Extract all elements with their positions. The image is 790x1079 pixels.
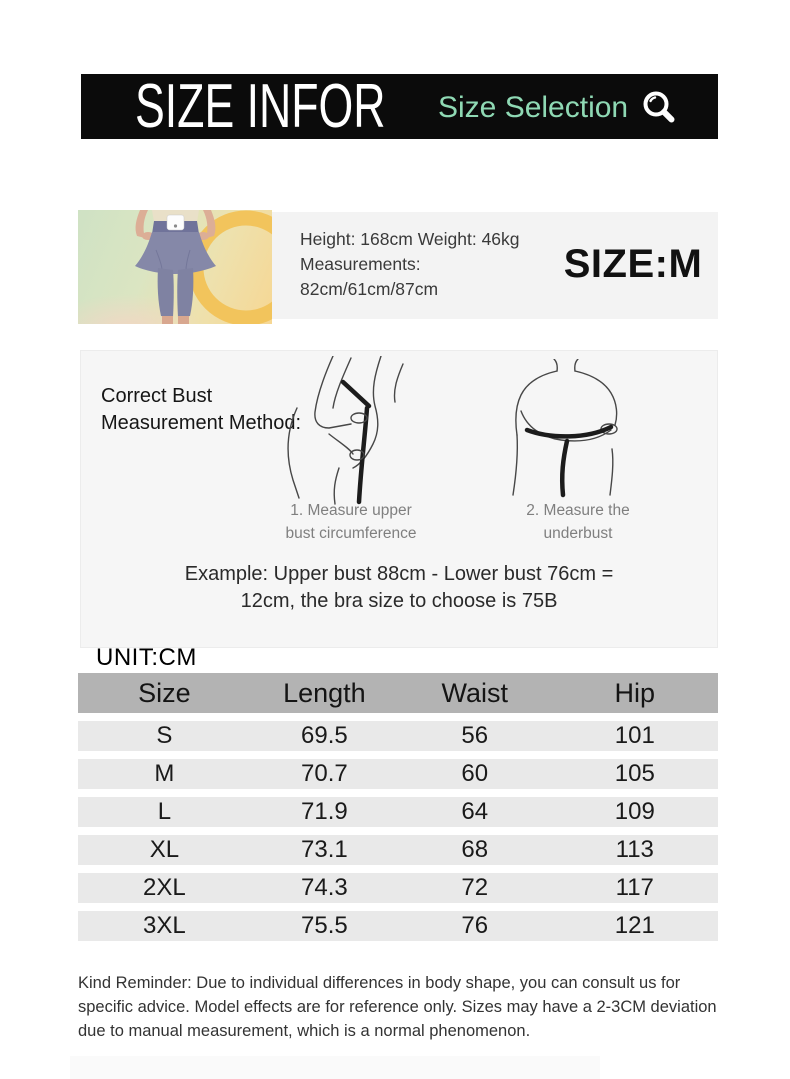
kind-reminder-text: Kind Reminder: Due to individual differences in body shape, you can consult us for specific advice. Model effects are for reference only. Sizes may have a 2-3CM deviation due to manual measurement, which is a normal phenomenon.	[78, 974, 717, 1040]
step1-line2: bust circumference	[285, 525, 417, 542]
cell-hip: 105	[614, 760, 655, 787]
model-measurements-values: 82cm/61cm/87cm	[300, 279, 439, 299]
step2-line1: 2. Measure the	[526, 502, 630, 519]
cell-hip: 101	[614, 722, 655, 749]
page-title: SIZE INFOR	[135, 72, 386, 141]
bust-guide-heading	[101, 383, 301, 437]
size-info-banner	[81, 74, 718, 139]
cell-length: 71.9	[301, 798, 348, 825]
step1-line1: 1. Measure upper	[290, 502, 412, 519]
example-line2: 12cm, the bra size to choose is 75B	[240, 590, 558, 612]
cell-size: 2XL	[143, 874, 186, 901]
cell-waist: 68	[461, 836, 489, 863]
model-measurements	[300, 227, 520, 302]
model-info-panel	[272, 212, 718, 319]
cell-size: 3XL	[143, 912, 186, 939]
magnifier-icon	[640, 88, 678, 126]
model-height-weight: Height: 168cm Weight: 46kg	[300, 229, 520, 249]
size-table	[78, 673, 718, 941]
header-hip: Hip	[614, 678, 656, 708]
model-size-badge: SIZE:M	[563, 242, 703, 286]
cell-size: L	[157, 798, 172, 825]
cell-waist: 64	[461, 798, 489, 825]
size-selection-label: Size Selection	[438, 91, 629, 124]
underbust-illustration	[491, 359, 646, 499]
cell-waist: 56	[461, 722, 489, 749]
cell-hip: 113	[615, 836, 654, 863]
cell-waist: 60	[461, 760, 489, 787]
header-size: Size	[138, 678, 191, 708]
cell-hip: 121	[614, 912, 655, 939]
table-row	[78, 873, 718, 903]
cell-size: XL	[149, 836, 180, 863]
cell-length: 70.7	[301, 760, 348, 787]
table-row	[78, 797, 718, 827]
cell-waist: 72	[461, 874, 489, 901]
table-row	[78, 759, 718, 789]
size-table-header	[78, 673, 718, 713]
example-line1: Example: Upper bust 88cm - Lower bust 76cm =	[184, 563, 614, 585]
cell-hip: 117	[615, 874, 654, 901]
header-length: Length	[283, 678, 366, 708]
unit-label: UNIT:CM	[96, 644, 197, 671]
model-photo	[78, 210, 272, 324]
header-waist: Waist	[441, 678, 509, 708]
table-row	[78, 721, 718, 751]
table-row	[78, 835, 718, 865]
bra-size-example	[81, 561, 717, 615]
bottom-strip-decoration	[70, 1056, 600, 1079]
step2-caption	[483, 499, 673, 545]
step1-caption	[256, 499, 446, 545]
bust-guide-heading-line2: Measurement Method:	[101, 412, 302, 434]
cell-waist: 76	[461, 912, 489, 939]
cell-length: 69.5	[301, 722, 348, 749]
cell-hip: 109	[614, 798, 655, 825]
cell-length: 74.3	[301, 874, 348, 901]
upper-bust-illustration	[281, 356, 421, 506]
step2-line2: underbust	[543, 525, 613, 542]
bust-guide-section	[80, 350, 718, 648]
bust-guide-heading-line1: Correct Bust	[101, 385, 213, 407]
table-row	[78, 911, 718, 941]
model-measurements-label: Measurements:	[300, 254, 421, 274]
cell-size: M	[154, 760, 175, 787]
cell-size: S	[156, 722, 173, 749]
cell-length: 75.5	[301, 912, 348, 939]
cell-length: 73.1	[301, 836, 348, 863]
